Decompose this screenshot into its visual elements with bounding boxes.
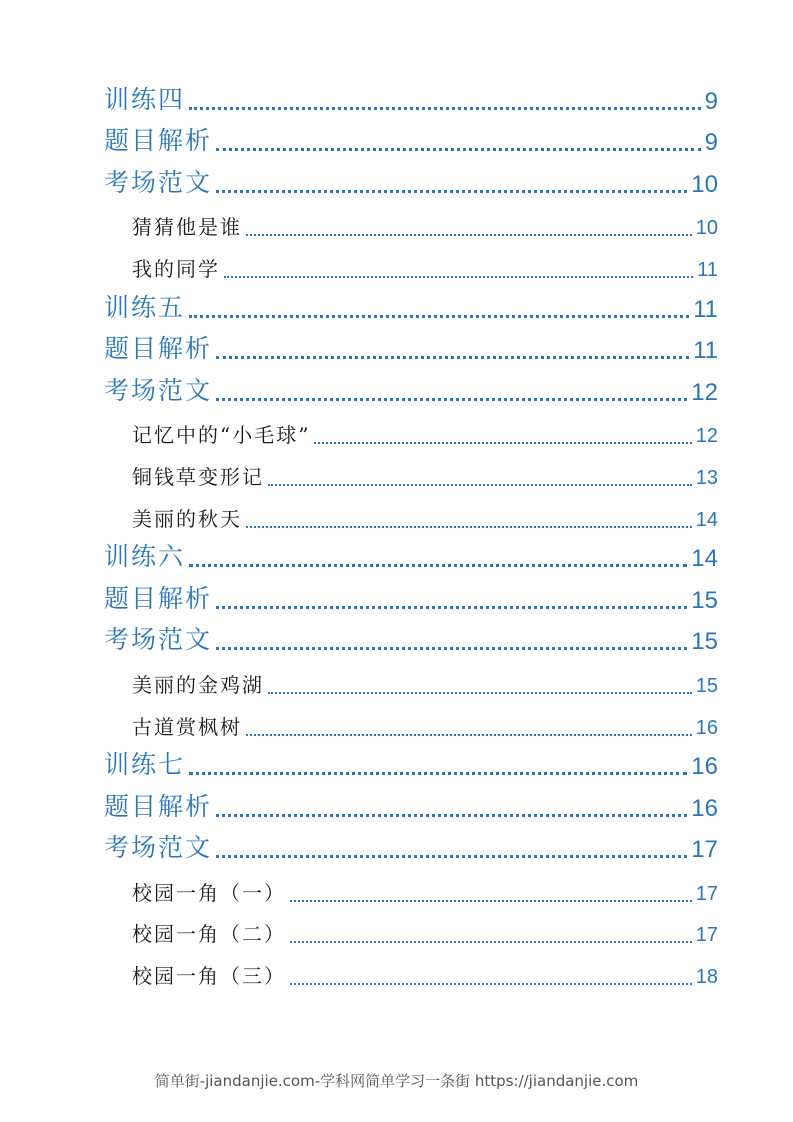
toc-leader bbox=[216, 606, 687, 609]
toc-entry-page: 18 bbox=[695, 966, 718, 989]
toc-entry-title: 校园一角（一） bbox=[132, 880, 286, 905]
toc-entry-page: 12 bbox=[695, 425, 718, 448]
toc-entry-page: 11 bbox=[697, 258, 718, 281]
toc-subentry[interactable] bbox=[104, 201, 718, 243]
toc-entry-title: 铜钱草变形记 bbox=[132, 464, 264, 489]
toc-entry-page: 9 bbox=[704, 129, 718, 157]
toc-entry-page: 10 bbox=[691, 170, 718, 198]
toc-leader bbox=[216, 356, 689, 359]
toc-entry-page: 14 bbox=[695, 508, 718, 531]
toc-entry-title: 美丽的金鸡湖 bbox=[132, 672, 264, 697]
toc-entry-page: 12 bbox=[691, 378, 718, 406]
toc-leader bbox=[268, 484, 692, 486]
toc-subentry[interactable] bbox=[104, 908, 718, 950]
toc-leader bbox=[216, 190, 687, 193]
toc-leader bbox=[290, 900, 692, 902]
toc-entry-title: 记忆中的“小毛球” bbox=[132, 423, 311, 448]
toc-leader bbox=[290, 941, 692, 943]
toc-entry-title: 题目解析 bbox=[104, 126, 213, 156]
toc-leader bbox=[268, 692, 692, 694]
toc-entry-page: 15 bbox=[695, 674, 718, 697]
toc-entry-title: 考场范文 bbox=[104, 833, 213, 863]
toc-entry-sample-essays[interactable] bbox=[104, 159, 718, 201]
toc-entry-title: 校园一角（二） bbox=[132, 922, 286, 947]
toc-entry-page: 9 bbox=[704, 87, 718, 115]
toc-leader bbox=[216, 148, 701, 151]
toc-subentry[interactable] bbox=[104, 242, 718, 284]
toc-leader bbox=[189, 564, 687, 567]
toc-entry-analysis[interactable] bbox=[104, 783, 718, 825]
toc-subentry[interactable] bbox=[104, 492, 718, 534]
toc-entry-training-5[interactable] bbox=[104, 284, 718, 326]
toc-entry-page: 16 bbox=[691, 794, 718, 822]
toc-entry-training-4[interactable] bbox=[104, 76, 718, 118]
toc-entry-title: 古道赏枫树 bbox=[132, 714, 242, 739]
toc-leader bbox=[216, 398, 687, 401]
toc-entry-title: 考场范文 bbox=[104, 167, 213, 197]
toc-entry-title: 考场范文 bbox=[104, 625, 213, 655]
toc-entry-sample-essays[interactable] bbox=[104, 367, 718, 409]
toc-leader bbox=[189, 772, 687, 775]
toc-entry-page: 15 bbox=[691, 628, 718, 656]
toc-entry-training-7[interactable] bbox=[104, 742, 718, 784]
toc-subentry[interactable] bbox=[104, 700, 718, 742]
toc-entry-title: 我的同学 bbox=[132, 256, 220, 281]
toc-subentry[interactable] bbox=[104, 949, 718, 991]
toc-entry-title: 考场范文 bbox=[104, 375, 213, 405]
toc-entry-title: 猜猜他是谁 bbox=[132, 215, 242, 240]
toc-entry-title: 题目解析 bbox=[104, 791, 213, 821]
toc-leader bbox=[224, 276, 693, 278]
page-footer: 简单街-jiandanjie.com-学科网简单学习一条街 https://jiandanjie.com bbox=[154, 1072, 639, 1090]
toc-leader bbox=[314, 442, 691, 444]
toc-entry-page: 17 bbox=[695, 882, 718, 905]
toc-entry-analysis[interactable] bbox=[104, 326, 718, 368]
toc-entry-page: 14 bbox=[691, 545, 718, 573]
toc-leader bbox=[216, 814, 687, 817]
toc-leader bbox=[216, 855, 687, 858]
toc-subentry[interactable] bbox=[104, 866, 718, 908]
toc-entry-title: 校园一角（三） bbox=[132, 964, 286, 989]
toc-leader bbox=[189, 107, 701, 110]
toc-entry-page: 17 bbox=[695, 924, 718, 947]
toc-leader bbox=[189, 315, 689, 318]
toc-leader bbox=[246, 734, 692, 736]
table-of-contents bbox=[104, 76, 718, 991]
toc-entry-title: 训练五 bbox=[104, 292, 186, 322]
toc-entry-page: 16 bbox=[691, 753, 718, 781]
toc-leader bbox=[290, 983, 692, 985]
toc-entry-page: 15 bbox=[691, 586, 718, 614]
toc-entry-training-6[interactable] bbox=[104, 534, 718, 576]
toc-entry-title: 美丽的秋天 bbox=[132, 506, 242, 531]
toc-entry-analysis[interactable] bbox=[104, 118, 718, 160]
toc-leader bbox=[246, 234, 692, 236]
toc-entry-page: 16 bbox=[695, 716, 718, 739]
toc-entry-page: 10 bbox=[695, 217, 718, 240]
toc-entry-sample-essays[interactable] bbox=[104, 825, 718, 867]
toc-leader bbox=[246, 526, 692, 528]
toc-entry-sample-essays[interactable] bbox=[104, 617, 718, 659]
toc-entry-page: 17 bbox=[691, 836, 718, 864]
toc-subentry[interactable] bbox=[104, 409, 718, 451]
toc-entry-page: 11 bbox=[693, 295, 718, 323]
toc-subentry[interactable] bbox=[104, 450, 718, 492]
toc-entry-title: 训练六 bbox=[104, 542, 186, 572]
toc-entry-analysis[interactable] bbox=[104, 575, 718, 617]
toc-leader bbox=[216, 647, 687, 650]
toc-entry-title: 题目解析 bbox=[104, 583, 213, 613]
toc-entry-page: 13 bbox=[695, 466, 718, 489]
toc-entry-title: 训练四 bbox=[104, 84, 186, 114]
toc-entry-title: 题目解析 bbox=[104, 334, 213, 364]
toc-subentry[interactable] bbox=[104, 658, 718, 700]
toc-entry-title: 训练七 bbox=[104, 750, 186, 780]
toc-entry-page: 11 bbox=[693, 337, 718, 365]
